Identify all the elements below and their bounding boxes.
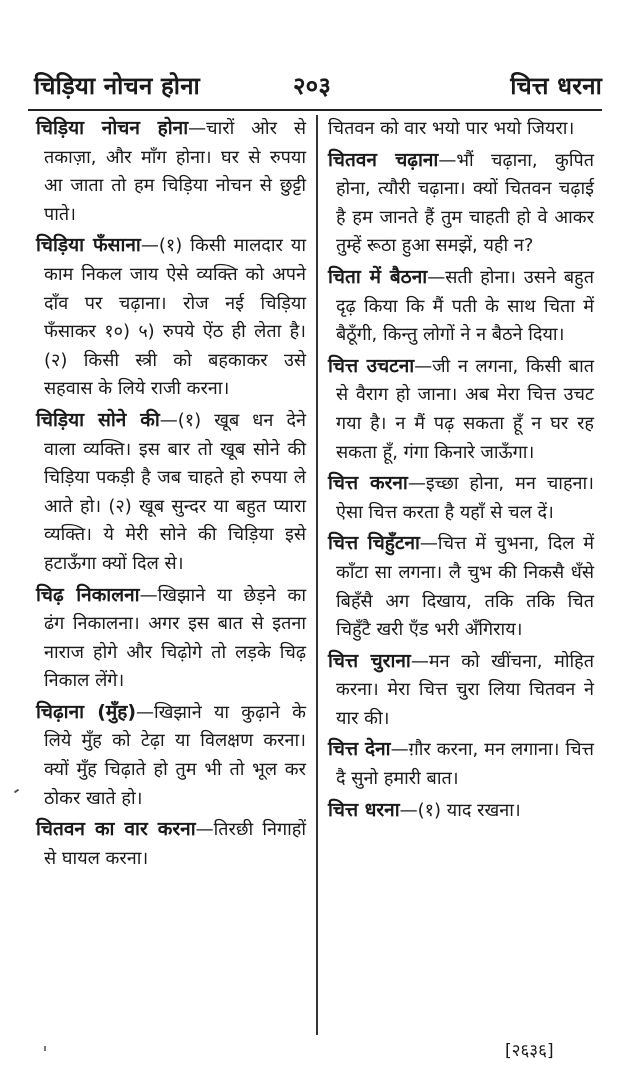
entry-definition: —सती होना। उसने बहुत दृढ़ किया कि मैं पती के साथ चिता में बैठूँगी, किन्तु लोगों ने न बैठने दिया। [336,266,594,346]
dictionary-entry-continued [328,114,594,144]
entry-headword: चितवन का वार करना [36,818,196,841]
dictionary-entry [36,581,306,696]
entry-headword: चिड़िया सोने की [36,408,160,431]
page-mark [14,789,19,794]
page-number: २०३ [293,72,332,100]
entry-definition: —खिझाने या कुढ़ाने के लिये मुँह को टेढ़ा या विलक्षण करना। क्यों मुँह चिढ़ाते हो तुम भी तो भूल कर ठोकर खाते हो। [44,701,306,809]
dictionary-entry [328,647,594,734]
dictionary-entry [328,735,594,793]
entry-definition: —मन को खींचना, मोहित करना। मेरा चित्त चुरा लिया चितवन ने यार की। [336,650,595,729]
entry-headword: चिढ़ निकालना [36,583,140,606]
page-header [28,66,602,106]
left-column [36,114,306,875]
dictionary-entry [328,469,594,527]
page-mark [44,1046,46,1051]
dictionary-entry [36,406,306,579]
entry-headword: चित्त धरना [328,798,400,821]
dictionary-entry [328,529,594,644]
entry-definition: —जी न लगना, किसी बात से वैराग हो जाना। अब मेरा चित्त उचट गया है। न मैं पढ़ सकता हूँ न घर रह सकता हूँ, गंगा किनारे जाऊँगा। [336,355,595,463]
dictionary-entry [328,263,594,350]
entry-definition: —खिझाने या छेड़ने का ढंग निकालना। अगर इस बात से इतना नाराज होगे और चिढ़ोगे तो लड़के चिढ़ निकाल लेंगे। [44,584,306,692]
entry-definition: —तिरछी निगाहों से घायल करना। [44,819,306,869]
header-rule [28,109,602,111]
footer-reference-code: [२६३६] [505,1041,554,1061]
entry-headword: चित्त चिहुँटना [328,532,420,555]
dictionary-entry [36,114,306,229]
dictionary-entry [328,146,594,261]
dictionary-entry [36,698,306,813]
entry-definition: —(१) किसी मालदार या काम निकल जाय ऐसे व्यक्ति को अपने दाँव पर चढ़ाना। रोज नई चिड़िया फँसाकर १०) ५) रुपये ऐंठ ही लेता है। (२) किसी स्त्री को बहकाकर उसे सहवास के लिये राजी करना। [44,235,307,400]
header-left-guide-word: चिड़िया नोचन होना [34,72,200,100]
dictionary-entry [36,815,306,873]
dictionary-entry [36,231,306,404]
dictionary-entry [328,796,594,826]
column-divider [316,115,318,1035]
entry-definition: —इच्छा होना, मन चाहना। ऐसा चित्त करता है यहाँ से चल दें। [336,473,594,523]
entry-headword: चित्त चुराना [328,649,411,672]
entry-definition: —चारों ओर से तकाज़ा, और माँग होना। घर से रुपया आ जाता तो हम चिड़िया नोचन से छुट्टी पाते। [44,118,306,225]
right-column [328,114,594,827]
entry-headword: चिता में बैठना [328,265,428,288]
entry-definition: —(१) याद रखना। [399,799,521,821]
entry-definition: —ग़ौर करना, मन लगाना। चित्त दै सुनो हमारी बात। [336,739,594,790]
entry-headword: चित्त देना [328,738,391,761]
header-right-guide-word: चित्त धरना [510,72,602,100]
entry-headword: चित्त उचटना [328,354,415,377]
entry-definition: —(१) खूब धन देने वाला व्यक्ति। इस बार तो खूब सोने की चिड़िया पकड़ी है जब चाहते हो रुपया ले आते हो। (२) खूब सुन्दर या बहुत प्यारा व्यक्ति। ये मेरी सोने की चिड़िया इसे हटाऊँगा क्यों दिल से। [44,409,306,574]
entry-headword: चिड़िया नोचन होना [36,117,189,139]
entry-headword: चिड़िया फँसाना [36,234,141,257]
entry-headword: चितवन चढ़ाना [328,148,439,171]
entry-headword: चित्त करना [328,472,408,495]
dictionary-entry [328,352,594,467]
entry-definition: —भौं चढ़ाना, कुपित होना, त्यौरी चढ़ाना। क्यों चितवन चढ़ाई है हम जानते हैं तुम चाहती हो वे आकर तुम्हें रूठा हुआ समझें, यही न? [336,149,594,257]
entry-definition: चितवन को वार भयो पार भयो जियरा। [328,118,575,139]
entry-headword: चिढ़ाना (मुँह) [36,700,137,723]
entry-definition: —चित्त में चुभना, दिल में काँटा सा लगना। लै चुभ की निकसै धँसे बिहँसै अग दिखाय, तकि तकि चित चिहुँटै खरी एँड भरी अँगिराय। [336,533,594,641]
